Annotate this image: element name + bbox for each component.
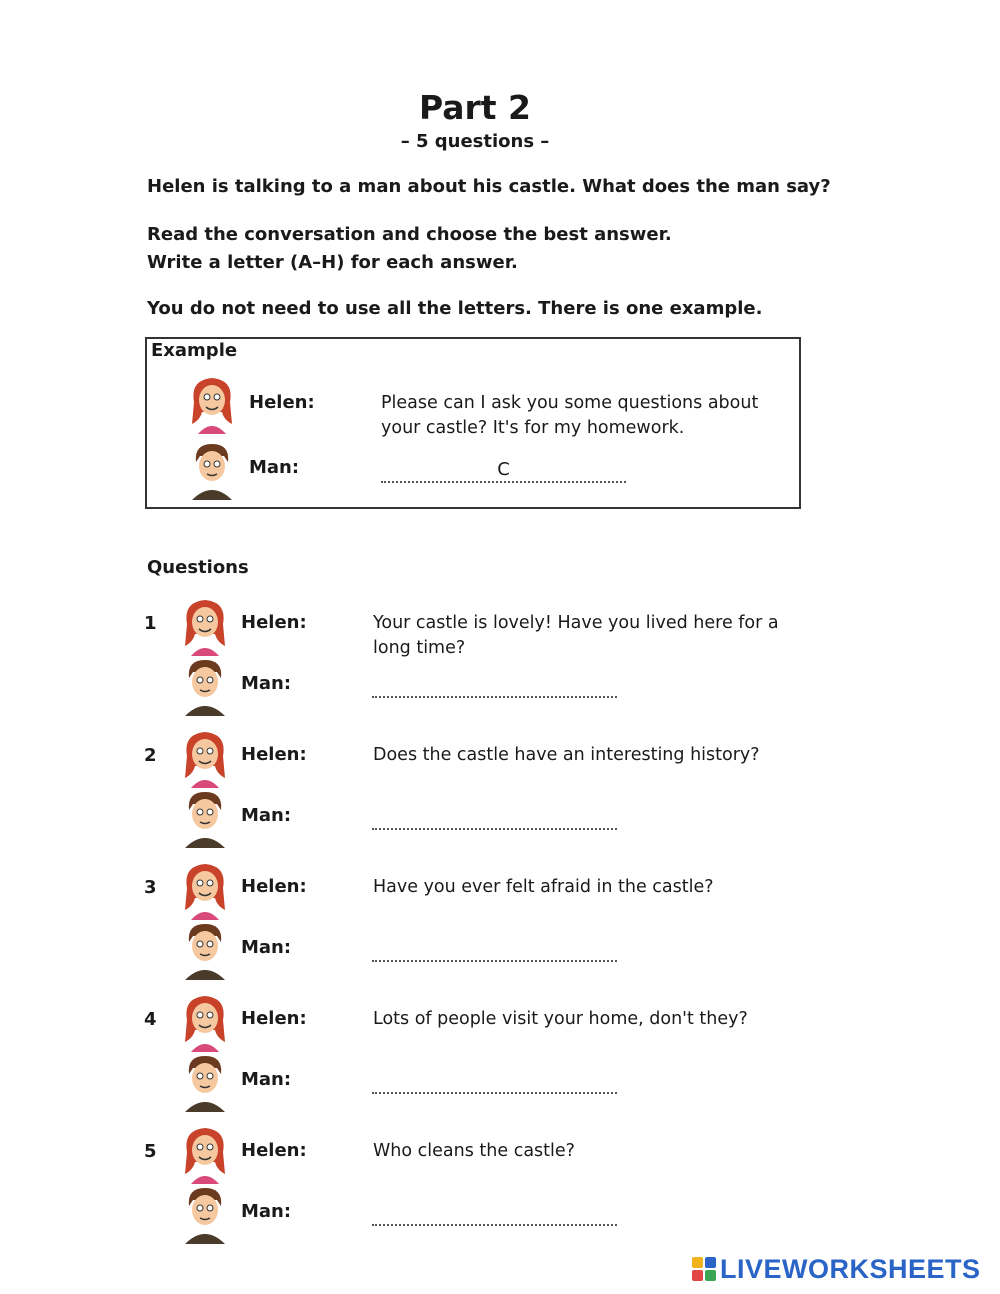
helen-avatar-icon	[177, 990, 233, 1052]
answer-input[interactable]	[372, 1070, 617, 1094]
helen-avatar-icon	[177, 1122, 233, 1184]
question-helen-label: Helen:	[241, 744, 307, 765]
man-avatar-icon	[177, 654, 233, 716]
man-avatar-icon	[177, 1182, 233, 1244]
questions-label: Questions	[147, 557, 249, 578]
answer-input[interactable]	[372, 806, 617, 830]
answer-input[interactable]	[372, 938, 617, 962]
instruction-intro: Helen is talking to a man about his castle. What does the man say?	[147, 176, 831, 197]
logo-mark-icon	[692, 1257, 716, 1281]
question-helen-label: Helen:	[241, 876, 307, 897]
example-helen-text: Please can I ask you some questions about your castle? It's for my homework.	[381, 393, 759, 438]
logo-text: LIVEWORKSHEETS	[720, 1253, 981, 1284]
question-helen-label: Helen:	[241, 612, 307, 633]
question-man-label: Man:	[241, 805, 292, 826]
question-number: 4	[144, 1009, 157, 1030]
answer-input[interactable]	[372, 674, 617, 698]
helen-avatar-icon	[177, 726, 233, 788]
question-number: 3	[144, 877, 157, 898]
helen-avatar-icon	[177, 594, 233, 656]
example-helen-label: Helen:	[249, 392, 315, 413]
question-helen-text: Have you ever felt afraid in the castle?	[373, 877, 714, 897]
man-avatar-icon	[177, 918, 233, 980]
helen-avatar-icon	[177, 858, 233, 920]
instruction-line-1: Read the conversation and choose the best answer.	[147, 224, 672, 245]
question-man-label: Man:	[241, 1069, 292, 1090]
question-helen-text: Your castle is lovely! Have you lived here for a long time?	[373, 613, 779, 658]
example-man-label: Man:	[249, 457, 300, 478]
question-number: 1	[144, 613, 157, 634]
question-man-label: Man:	[241, 937, 292, 958]
man-avatar-icon	[184, 438, 240, 500]
question-man-label: Man:	[241, 673, 292, 694]
man-avatar-icon	[177, 786, 233, 848]
helen-avatar-icon	[184, 372, 240, 434]
question-helen-text: Who cleans the castle?	[373, 1141, 575, 1161]
page-subtitle: – 5 questions –	[400, 131, 550, 152]
example-label: Example	[151, 340, 238, 361]
question-helen-text: Does the castle have an interesting history?	[373, 745, 760, 765]
question-man-label: Man:	[241, 1201, 292, 1222]
question-helen-label: Helen:	[241, 1140, 307, 1161]
question-helen-text: Lots of people visit your home, don't they?	[373, 1009, 748, 1029]
example-answer: C	[381, 459, 626, 483]
instruction-line-3: You do not need to use all the letters. There is one example.	[147, 298, 763, 319]
instruction-line-2: Write a letter (A–H) for each answer.	[147, 252, 518, 273]
question-helen-label: Helen:	[241, 1008, 307, 1029]
page-title: Part 2	[418, 88, 532, 127]
liveworksheets-logo	[692, 1254, 981, 1284]
man-avatar-icon	[177, 1050, 233, 1112]
question-number: 5	[144, 1141, 157, 1162]
answer-input[interactable]	[372, 1202, 617, 1226]
question-number: 2	[144, 745, 157, 766]
